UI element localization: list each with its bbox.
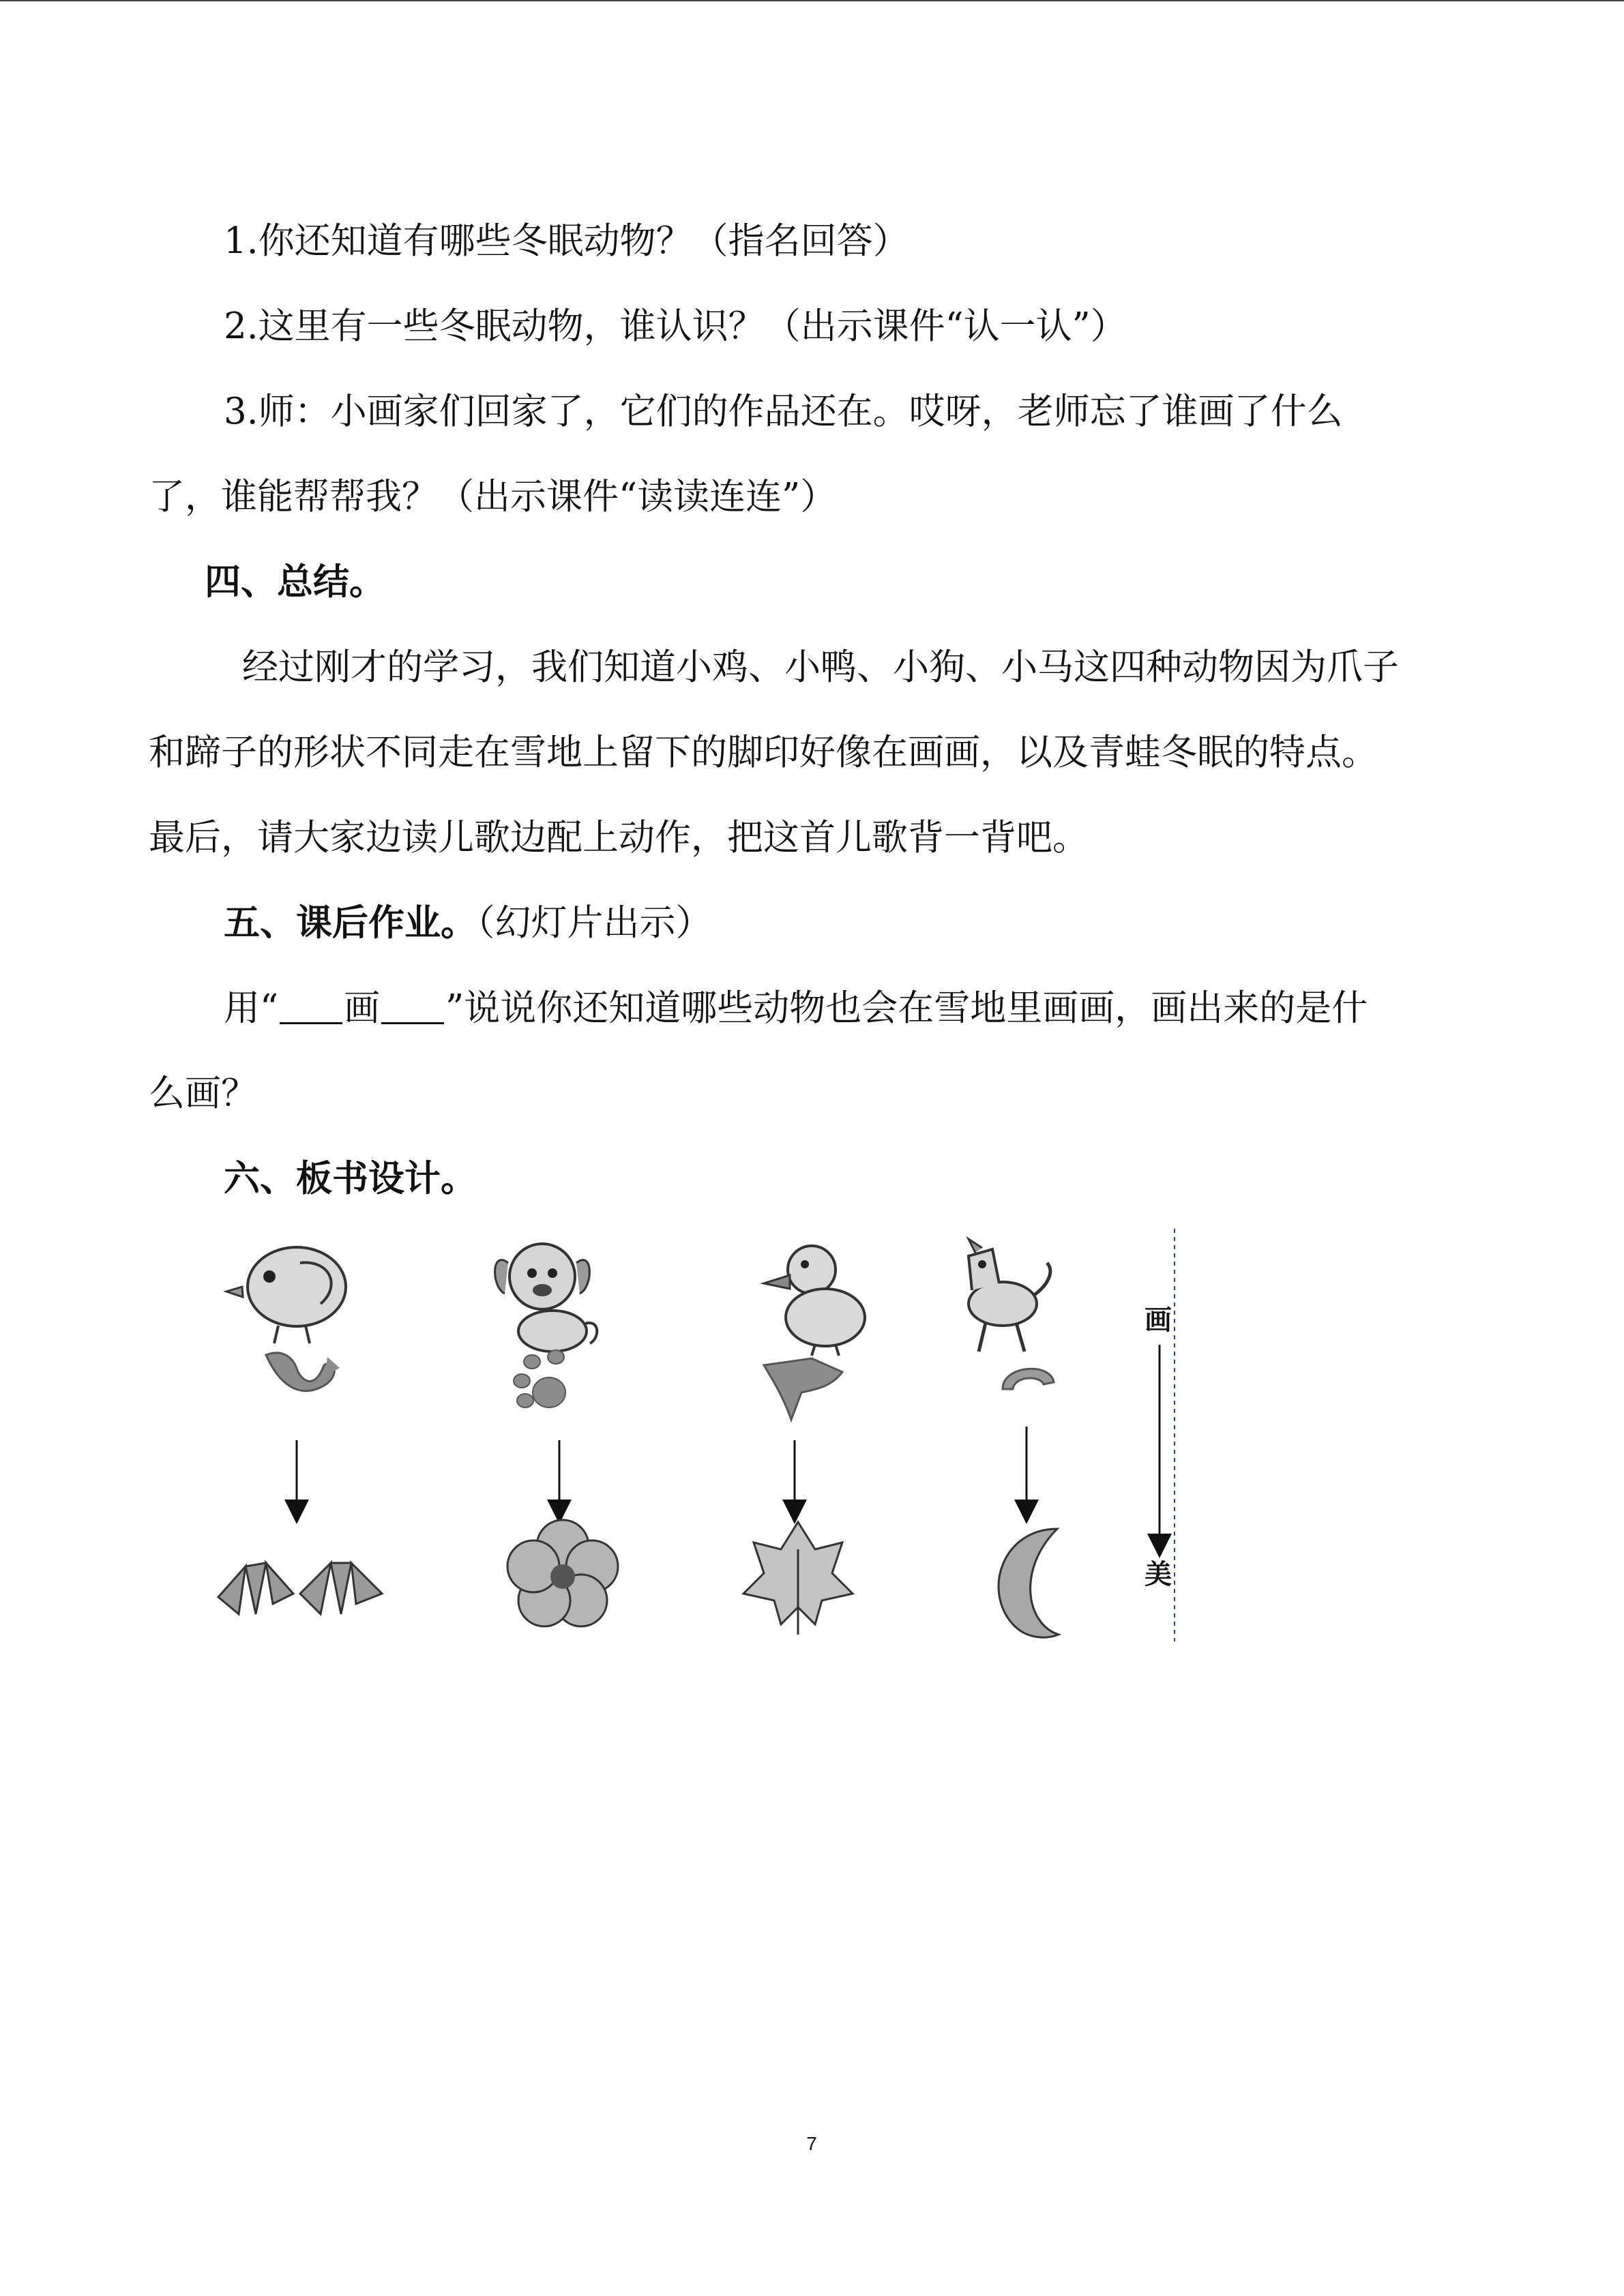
page-number: 7 <box>806 2133 817 2154</box>
bamboo-leaves-icon <box>218 1563 382 1614</box>
section-6-heading: 六、板书设计。 <box>224 1157 477 1199</box>
summary-line-2: 和蹄子的形状不同走在雪地上留下的脚印好像在画画，以及青蛙冬眠的特点。 <box>149 732 1378 773</box>
horseshoe-print-icon <box>1003 1369 1054 1389</box>
prompt-start: 用“ <box>224 987 279 1029</box>
question-1: 1.你还知道有哪些冬眠动物？（指名回答） <box>224 220 909 262</box>
puppy-icon <box>495 1244 597 1352</box>
blackboard-design-figure <box>198 1222 1235 1645</box>
dog-paw-print-icon <box>514 1350 565 1407</box>
prompt-end: ”说说你还知道哪些动物也会在雪地里画画，画出来的是什 <box>445 987 1368 1029</box>
section-5-heading: 五、课后作业。 <box>224 901 477 944</box>
chicken-footprint-icon <box>266 1353 340 1391</box>
section-5-title-row <box>224 901 712 944</box>
fill-blank-2 <box>381 1022 444 1024</box>
summary-line-3: 最后，请大家边读儿歌边配上动作，把这首儿歌背一背吧。 <box>149 817 1089 859</box>
question-3-line-1: 3.师：小画家们回家了，它们的作品还在。哎呀，老师忘了谁画了什么 <box>224 391 1343 432</box>
summary-line-1: 经过刚才的学习，我们知道小鸡、小鸭、小狗、小马这四种动物因为爪子 <box>242 646 1399 688</box>
question-3-line-2: 了，谁能帮帮我？（出示课件“读读连连”） <box>149 476 837 518</box>
crescent-moon-icon <box>999 1529 1059 1637</box>
question-2: 2.这里有一些冬眠动物，谁认识？（出示课件“认一认”） <box>224 305 1127 347</box>
maple-leaf-icon <box>743 1522 853 1635</box>
prompt-middle: 画 <box>344 987 381 1029</box>
board-label-bottom: 美 <box>1145 1559 1172 1590</box>
fill-blank-1 <box>280 1022 342 1024</box>
board-label-top: 画 <box>1145 1304 1172 1336</box>
pony-icon <box>969 1239 1050 1352</box>
homework-prompt-line-1 <box>224 987 1368 1029</box>
plum-blossom-icon <box>507 1520 618 1626</box>
chick-icon <box>226 1247 346 1343</box>
duck-footprint-icon <box>764 1358 842 1420</box>
section-5-note: （幻灯片出示） <box>477 902 712 944</box>
homework-prompt-line-2: 么画？ <box>149 1073 257 1114</box>
duckling-icon <box>764 1246 865 1356</box>
section-4-heading: 四、总结。 <box>205 561 385 603</box>
